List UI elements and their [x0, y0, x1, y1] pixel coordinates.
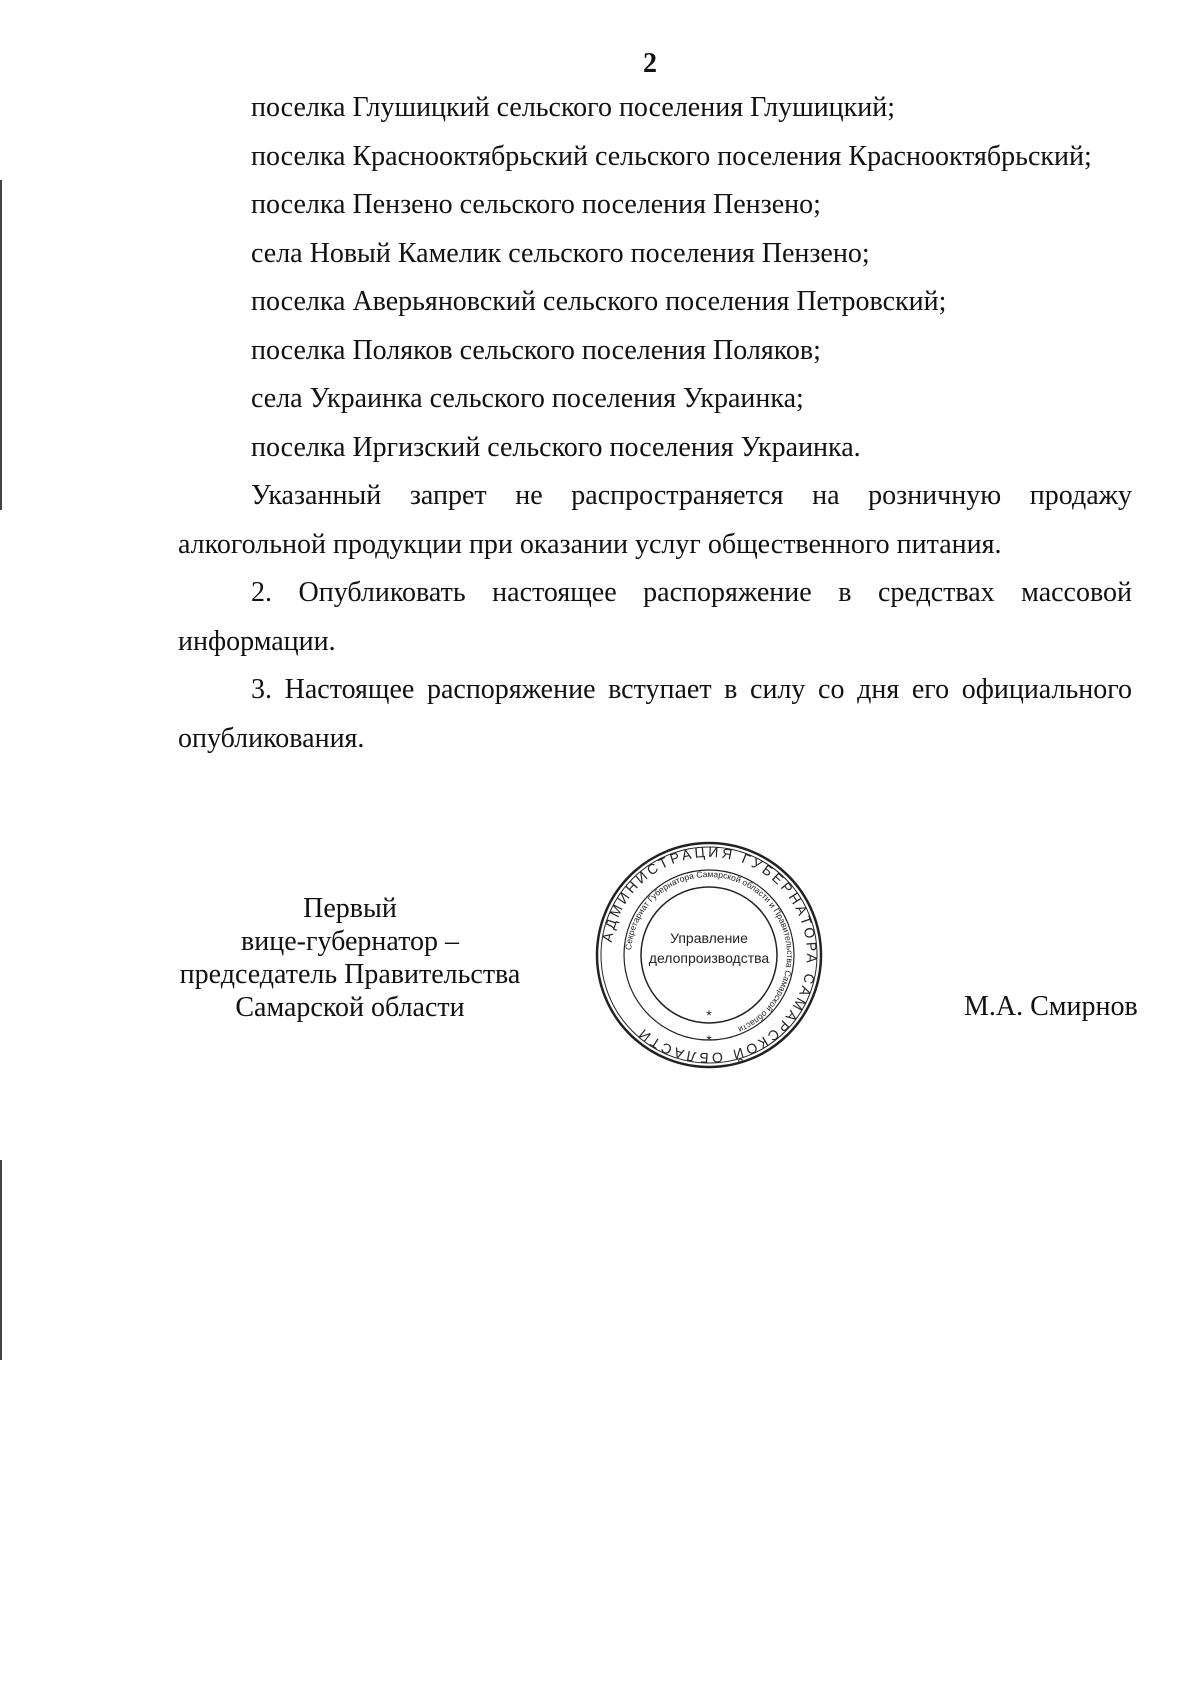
signer-position-line: Самарской области — [235, 992, 465, 1023]
list-item: поселка Глушицкий сельского поселения Глушицкий; — [251, 92, 896, 123]
official-stamp — [594, 840, 824, 1070]
signer-position-line: вице-губернатор – — [241, 926, 459, 957]
stamp-center-line: Управление — [670, 930, 748, 946]
stamp-center — [634, 928, 784, 968]
list-item: поселка Аверьяновский сельского поселения Петровский; — [251, 286, 947, 317]
stamp-outer-text: АДМИНИСТРАЦИЯ ГУБЕРНАТОРА САМАРСКОЙ ОБЛАСТИ — [598, 843, 821, 1067]
list-item: села Новый Камелик сельского поселения Пензено; — [251, 237, 870, 269]
publish-paragraph: 2. Опубликовать настоящее распоряжение в средствах массовой информации. — [178, 577, 1132, 657]
effective-date-paragraph: 3. Настоящее распоряжение вступает в силу со дня его официального опубликования. — [178, 674, 1132, 754]
signer-position — [160, 892, 540, 1024]
svg-text:*: * — [706, 1032, 712, 1048]
signer-name: М.А. Смирнов — [964, 991, 1138, 1022]
left-scan-edge-lower — [0, 1160, 2, 1360]
left-scan-edge — [0, 180, 2, 510]
list-item: поселка Поляков сельского поселения Поляков; — [251, 334, 821, 366]
signer-position-line: председатель Правительства — [179, 959, 521, 990]
list-item: поселка Иргизский сельского поселения Украинка. — [251, 431, 861, 463]
document-body — [178, 84, 1132, 763]
list-item: поселка Пензено сельского поселения Пензено; — [251, 189, 821, 220]
stamp-center-line: делопроизводства — [648, 950, 770, 966]
stamp-middle-text: Секретариат Губернатора Самарской области и Правительства Самарской области — [623, 868, 796, 1035]
list-item: села Украинка сельского поселения Украинка; — [251, 383, 804, 414]
signer-position-line: Первый — [303, 893, 397, 924]
page-number: 2 — [643, 48, 657, 79]
list-item: поселка Краснооктябрьский сельского поселения Краснооктябрьский; — [251, 140, 1092, 172]
exception-paragraph: Указанный запрет не распространяется на розничную продажу алкогольной продукции при оказании услуг общественного питания. — [178, 480, 1132, 560]
svg-text:*: * — [706, 1007, 712, 1023]
